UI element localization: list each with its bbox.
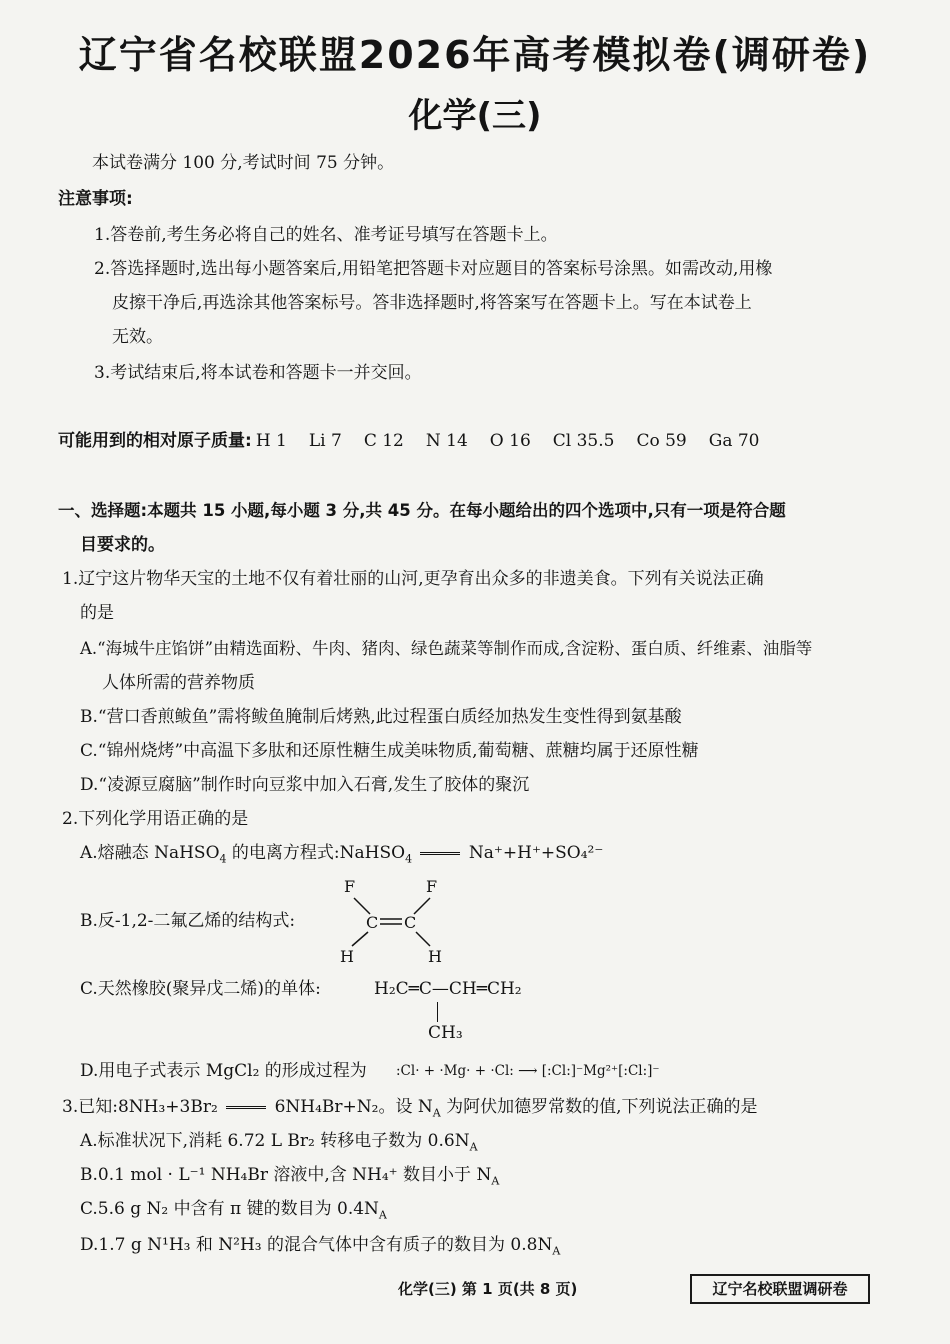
q1-stem: 1.辽宁这片物华天宝的土地不仅有着壮丽的山河,更孕育出众多的非遗美食。下列有关说法正确	[62, 569, 764, 589]
page-footer: 化学(三) 第 1 页(共 8 页)	[398, 1280, 578, 1298]
mgcl2-electron-formula: :Cl· + ·Mg· + ·Cl: ⟶ [:Cl:]⁻Mg²⁺[:Cl:]⁻	[396, 1063, 660, 1079]
footer-brand-box: 辽宁名校联盟调研卷	[690, 1274, 870, 1304]
isoprene-formula: H₂C═C—CH═CH₂	[374, 979, 522, 999]
atom-label: H	[340, 947, 354, 966]
masses-label: 可能用到的相对原子质量:	[58, 431, 252, 451]
subject-title: 化学(三)	[408, 96, 542, 136]
q2-option-d-label: D.用电子式表示 MgCl₂ 的形成过程为	[80, 1061, 367, 1081]
isoprene-branch-bond	[437, 1002, 438, 1022]
notice-3: 3.考试结束后,将本试卷和答题卡一并交回。	[94, 363, 422, 383]
isoprene-branch: CH₃	[428, 1023, 463, 1043]
mass-item: Li 7	[308, 431, 342, 451]
mass-item: C 12	[363, 431, 404, 451]
notice-2: 2.答选择题时,选出每小题答案后,用铅笔把答题卡对应题目的答案标号涂黑。如需改动,用橡	[94, 259, 773, 279]
q3-option-b: B.0.1 mol · L⁻¹ NH₄Br 溶液中,含 NH₄⁺ 数目小于 $N_A$	[80, 1165, 500, 1188]
q3-option-d: D.1.7 g N¹H₃ 和 N²H₃ 的混合气体中含有质子的数目为 $0.8N_A$	[80, 1235, 561, 1258]
mass-item: O 16	[489, 431, 531, 451]
notice-2-end: 无效。	[112, 327, 163, 347]
q1-option-c: C.“锦州烧烤”中高温下多肽和还原性糖生成美味物质,葡萄糖、蔗糖均属于还原性糖	[80, 741, 699, 761]
atom-label: C	[366, 913, 379, 932]
atom-label: C	[404, 913, 417, 932]
q3-stem: 3.已知:8NH₃+3Br₂ 6NH₄Br+N₂。设 $N_A$ 为阿伏加德罗常数的值,下列说法正确的是	[62, 1097, 758, 1120]
mass-item: H 1	[255, 431, 287, 451]
mass-item: Ga 70	[708, 431, 760, 451]
q3-option-c: C.5.6 g N₂ 中含有 π 键的数目为 $0.4N_A$	[80, 1199, 387, 1222]
atom-label: H	[428, 947, 442, 966]
q1-option-a: A.“海城牛庄馅饼”由精选面粉、牛肉、猪肉、绿色蔬菜等制作而成,含淀粉、蛋白质、纤维素、油脂等	[80, 639, 813, 658]
q1-option-d: D.“凌源豆腐脑”制作时向豆浆中加入石膏,发生了胶体的聚沉	[80, 775, 530, 795]
notice-2-cont: 皮擦干净后,再选涂其他答案标号。答非选择题时,将答案写在答题卡上。写在本试卷上	[112, 293, 752, 313]
atom-label: F	[344, 877, 356, 896]
q2-option-b-label: B.反-1,2-二氟乙烯的结构式:	[80, 911, 296, 931]
atomic-masses	[58, 430, 782, 452]
q3-option-a: A.标准状况下,消耗 6.72 L Br₂ 转移电子数为 $0.6N_A$	[80, 1131, 478, 1154]
q2-stem: 2.下列化学用语正确的是	[62, 809, 249, 829]
q1-option-b: B.“营口香煎鲅鱼”需将鲅鱼腌制后烤熟,此过程蛋白质经加热发生变性得到氨基酸	[80, 707, 682, 727]
q2-option-c-label: C.天然橡胶(聚异戊二烯)的单体:	[80, 979, 321, 999]
score-time: 本试卷满分 100 分,考试时间 75 分钟。	[92, 153, 395, 173]
section1-title-cont: 目要求的。	[80, 535, 165, 555]
q1-stem-cont: 的是	[80, 603, 114, 623]
mass-item: N 14	[425, 431, 468, 451]
notice-1: 1.答卷前,考生务必将自己的姓名、准考证号填写在答题卡上。	[94, 225, 558, 245]
q2-option-a: A.熔融态 NaHSO$_4$ 的电离方程式:NaHSO$_4$ Na⁺+H⁺+SO₄²⁻	[80, 843, 604, 866]
q1-option-a-cont: 人体所需的营养物质	[102, 673, 255, 693]
mass-item: Cl 35.5	[552, 431, 615, 451]
atom-label: F	[426, 877, 438, 896]
difluoroethene-structure	[330, 874, 460, 966]
section1-title: 一、选择题:本题共 15 小题,每小题 3 分,共 45 分。在每小题给出的四个选项中,只有一项是符合题	[58, 501, 786, 520]
notice-title: 注意事项:	[58, 189, 133, 209]
mass-item: Co 59	[636, 431, 687, 451]
exam-title: 辽宁省名校联盟2026年高考模拟卷(调研卷)	[78, 33, 872, 77]
